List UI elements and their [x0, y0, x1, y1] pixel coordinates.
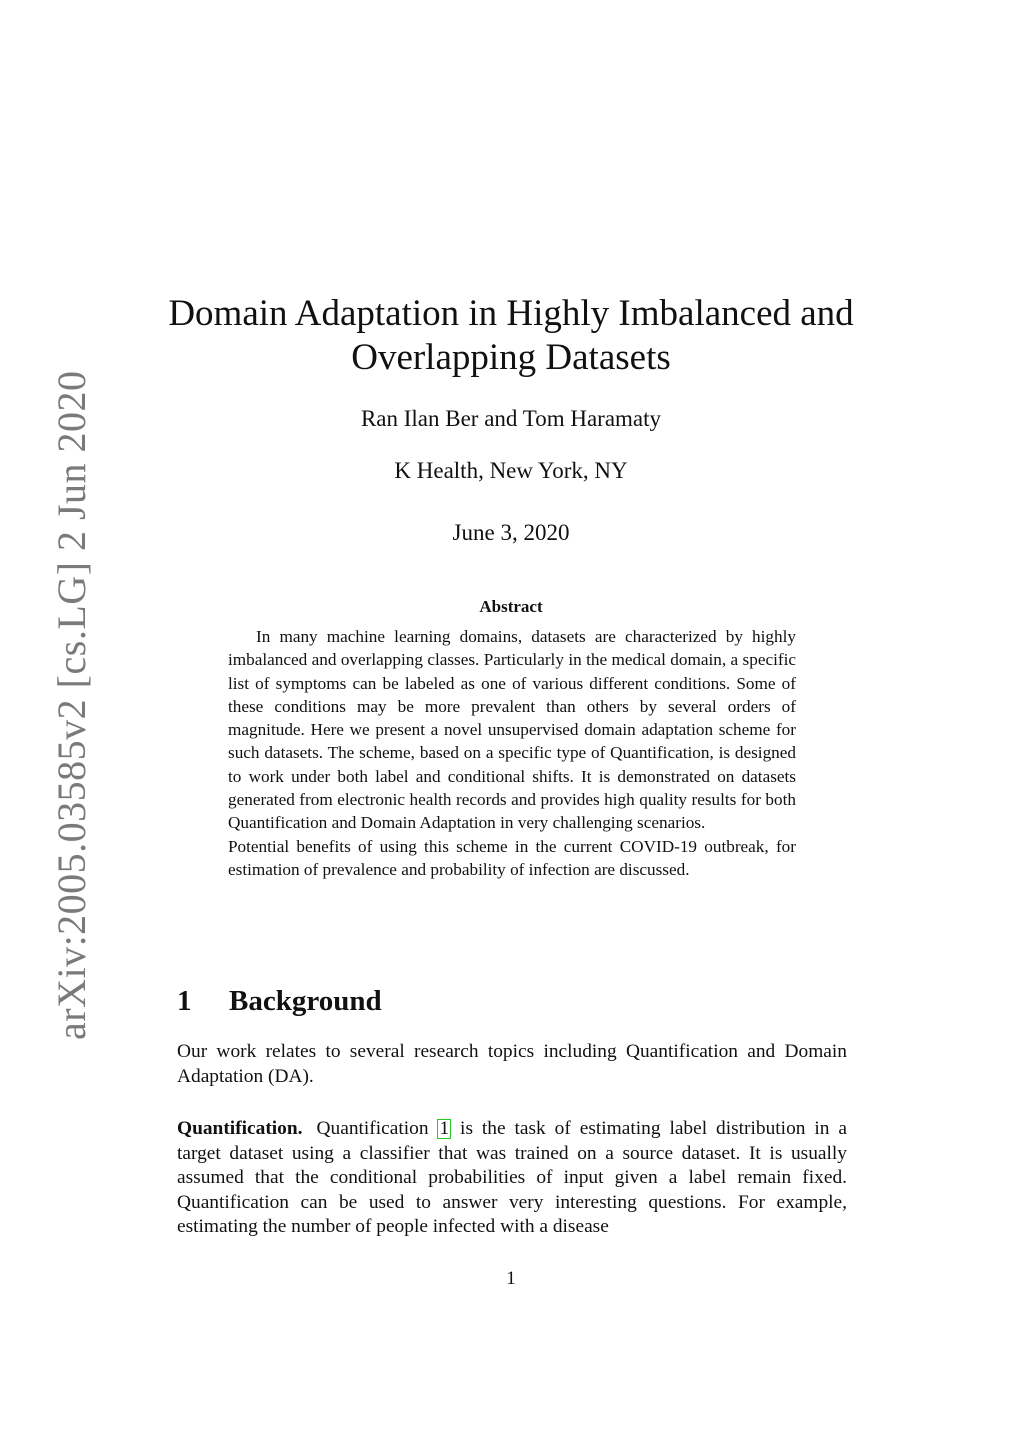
abstract-paragraph-2: Potential benefits of using this scheme in the current COVID-19 outbreak, for estimation of prevalence and probability of infection are discussed. — [228, 836, 796, 879]
paper-title: Domain Adaptation in Highly Imbalanced and Overlapping Datasets — [168, 293, 854, 378]
publication-date: June 3, 2020 — [452, 520, 570, 545]
section-heading — [177, 985, 382, 1018]
page-number: 1 — [506, 1268, 516, 1289]
citation-link[interactable]: 1 — [439, 1118, 450, 1139]
abstract-paragraph-1: In many machine learning domains, datasets are characterized by highly imbalanced and overlapping classes. Particularly in the medical domain, a specific list of symptoms can be labeled as one of various different conditions. Some of these conditions may be more prevalent than others by several orders of magnitude. Here we present a novel unsupervised domain adaptation scheme for such datasets. The scheme, based on a specific type of Quantification, is designed to work under both label and conditional shifts. It is demonstrated on datasets generated from electronic health records and provides high quality results for both Quantification and Domain Adaptation in very challenging scenarios. — [228, 627, 796, 833]
authors: Ran Ilan Ber and Tom Haramaty — [360, 406, 662, 431]
paragraph-text-start: Quantification — [316, 1118, 438, 1139]
abstract-heading: Abstract — [479, 597, 543, 616]
affiliation: K Health, New York, NY — [394, 458, 628, 483]
paragraph-heading: Quantification. — [177, 1118, 303, 1139]
section-number: 1 — [177, 985, 192, 1017]
paragraph-text-rest: is the task of estimating label distribution in a target dataset using a classifier that was trained on a source dataset. It is usually assumed that the conditional probabilities of input given a label remain fixed. Quantification can be used to answer very interesting questions. For example, estimating the number of people infected with a disease — [177, 1118, 847, 1238]
arxiv-identifier: arXiv:2005.03585v2 [cs.LG] 2 Jun 2020 — [49, 370, 94, 1040]
intro-paragraph: Our work relates to several research topics including Quantification and Domain Adaptation (DA). — [177, 1041, 847, 1087]
quantification-paragraph — [177, 1117, 847, 1240]
abstract-body — [228, 625, 796, 881]
section-title: Background — [229, 985, 382, 1017]
